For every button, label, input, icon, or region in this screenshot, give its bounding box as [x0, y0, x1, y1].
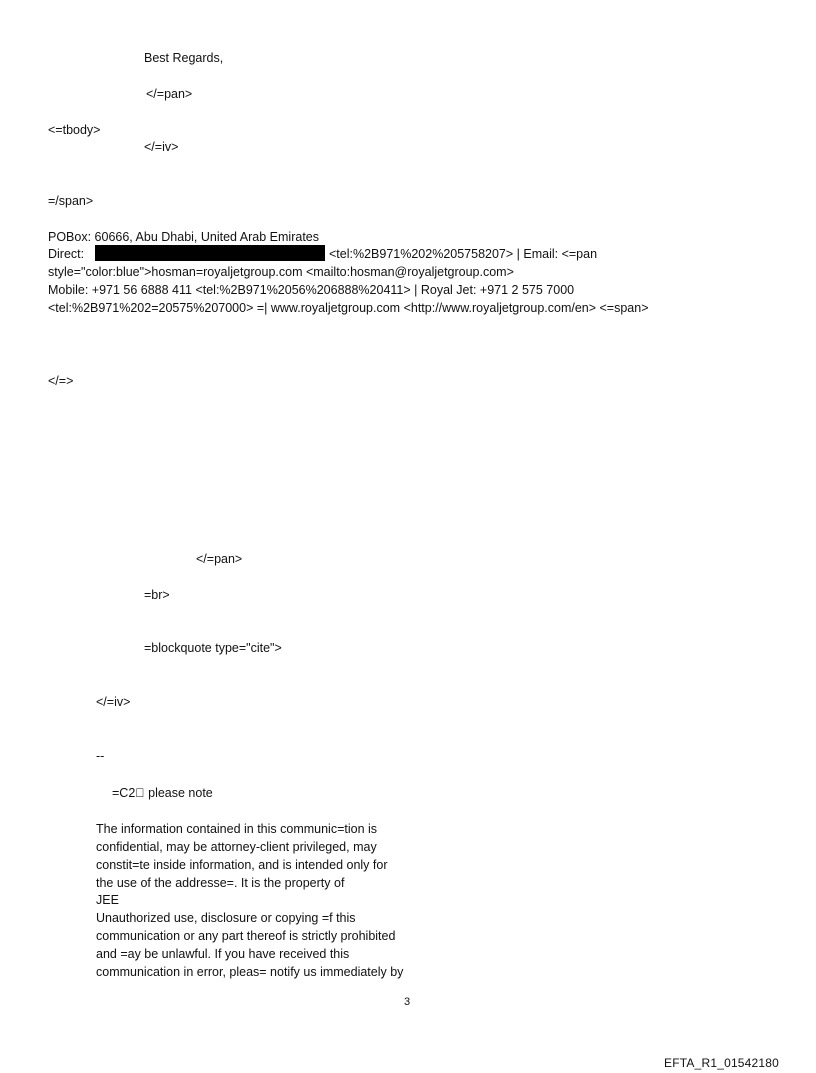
tel-website-line-text: <tel:%2B971%202=20575%207000> =| www.royaljetgroup.com <http://www.royaljetgroup.com/en> <=span>: [48, 301, 649, 315]
notice-line-5: JEE: [96, 893, 119, 907]
best-regards-text: Best Regards,: [144, 51, 224, 65]
notice-line-7: communication or any part thereof is strictly prohibited: [96, 929, 396, 943]
pan-close-tag-text-2: </=pan>: [196, 552, 243, 566]
notice-line-2: confidential, may be attorney-client privileged, may: [96, 840, 377, 854]
span-close-tag-text: =/span>: [48, 194, 94, 208]
please-note-text: =C2  please note: [112, 786, 213, 800]
br-tag-text: =br>: [144, 588, 170, 602]
notice-line-3: constit=te inside information, and is intended only for: [96, 858, 388, 872]
notice-line-4: the use of the addresse=. It is the property of: [96, 876, 345, 890]
slash-eq-tag-text: </=>: [48, 374, 74, 388]
iv-close-tag-text-2: </=iv>: [96, 695, 131, 709]
redaction-bar: [95, 245, 325, 261]
blockquote-tag-text: =blockquote type="cite">: [144, 641, 282, 655]
notice-line-1: The information contained in this communic=tion is: [96, 822, 378, 836]
page-number: 3: [404, 996, 411, 1008]
tbody-tag-text: <=tbody>: [48, 123, 101, 137]
bates-number: EFTA_R1_01542180: [664, 1056, 780, 1070]
direct-tel-email-text: <tel:%2B971%202%205758207> | Email: <=pan: [329, 247, 598, 261]
pan-close-tag-text: </=pan>: [146, 87, 193, 101]
notice-line-6: Unauthorized use, disclosure or copying =f this: [96, 911, 356, 925]
notice-line-9: communication in error, pleas= notify us immediately by: [96, 965, 404, 979]
notice-line-8: and =ay be unlawful. If you have received this: [96, 947, 350, 961]
pobox-address-text: POBox: 60666, Abu Dhabi, United Arab Emirates: [48, 230, 319, 244]
mobile-line-text: Mobile: +971 56 6888 411 <tel:%2B971%2056%206888%20411> | Royal Jet: +971 2 575 7000: [48, 283, 575, 297]
iv-close-tag-text: </=iv>: [144, 140, 179, 154]
signature-dashes-text: --: [96, 749, 105, 763]
email-style-line-text: style="color:blue">hosman=royaljetgroup.com <mailto:hosman@royaljetgroup.com>: [48, 265, 514, 279]
direct-label-text: Direct:: [48, 247, 85, 261]
